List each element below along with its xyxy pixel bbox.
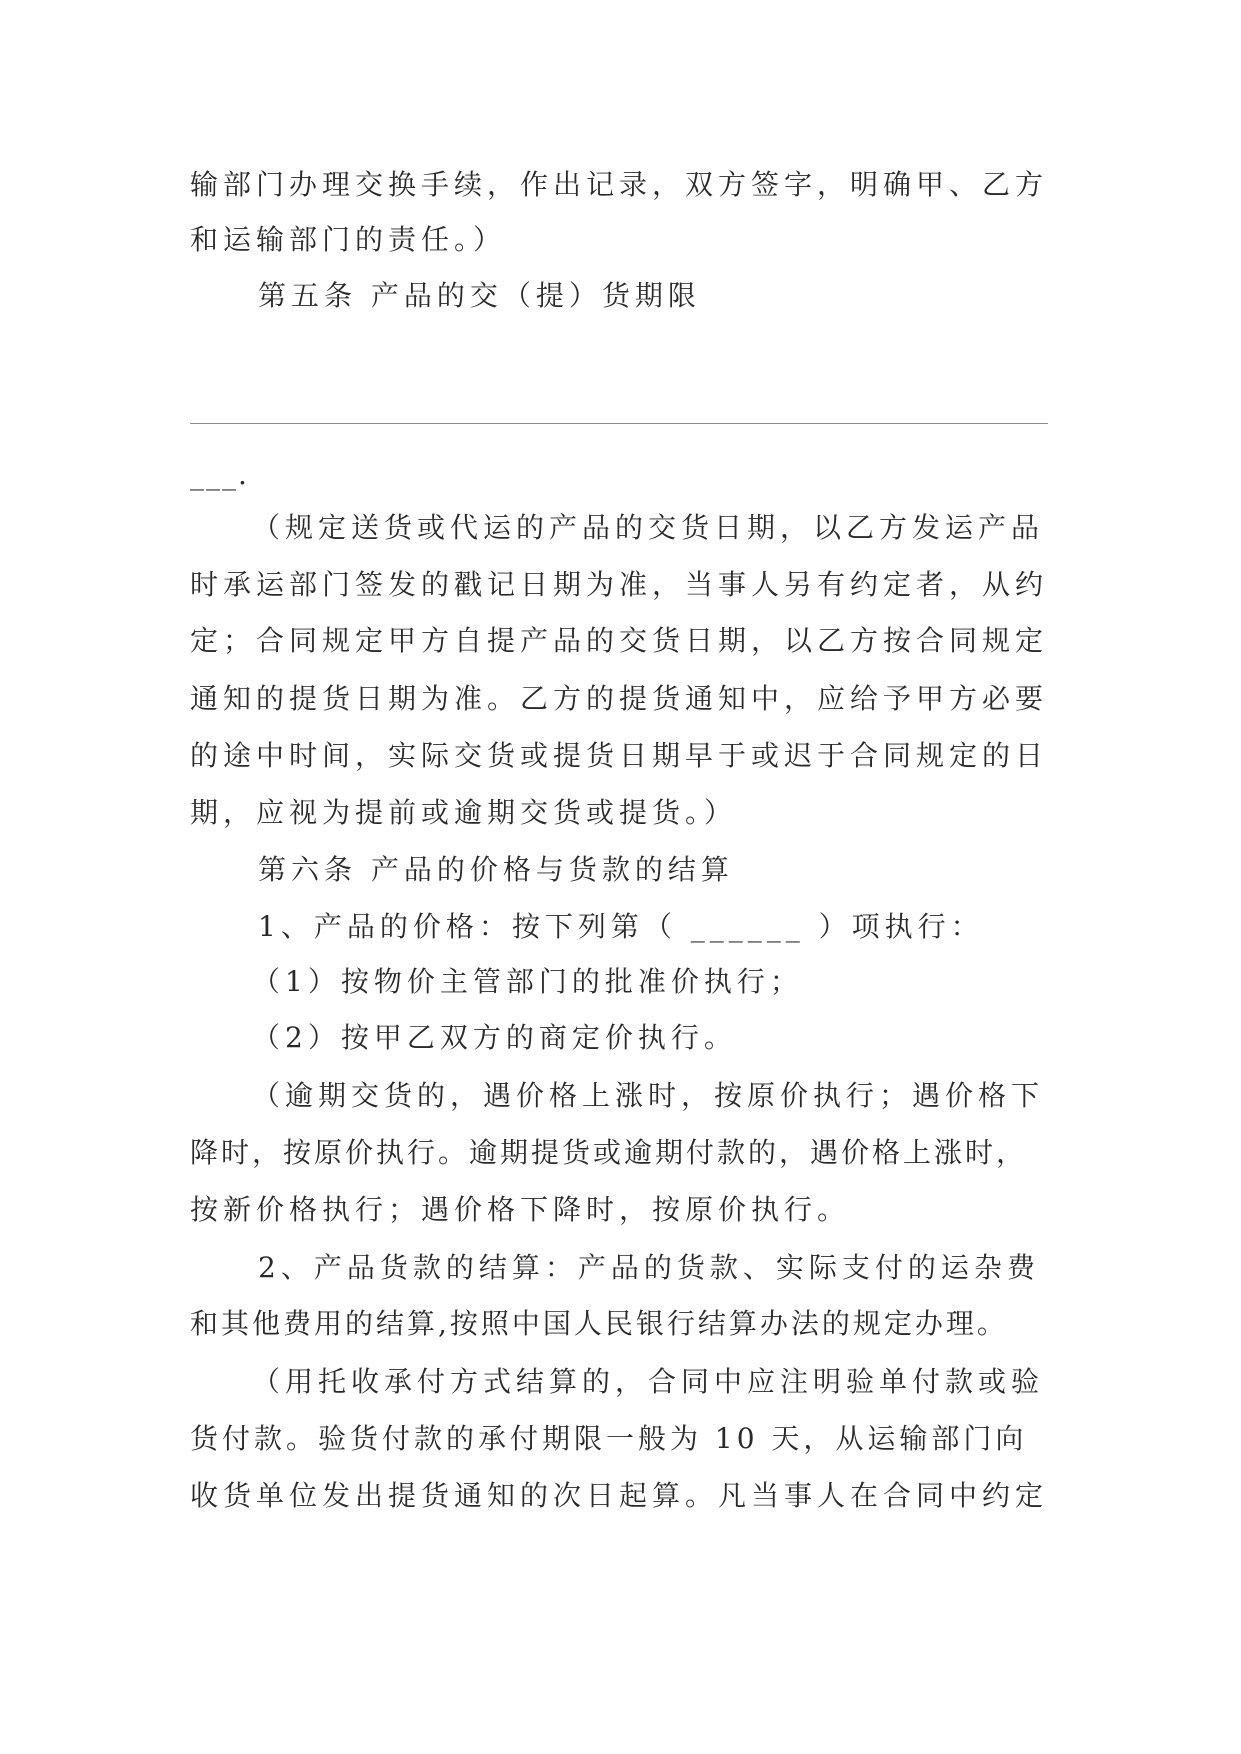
paragraph-line: 和其他费用的结算,按照中国人民银行结算办法的规定办理。 [190,1307,1008,1340]
article-6-heading: 第六条 产品的价格与货款的结算 [258,853,734,886]
paragraph-line: 货付款。验货付款的承付期限一般为 10 天，从运输部门向 [190,1422,1028,1455]
paragraph-line: 通知的提货日期为准。乙方的提货通知中，应给予甲方必要 [190,682,1049,715]
paragraph-line: 期，应视为提前或逾期交货或提货。） [190,796,738,829]
paragraph-line: 时承运部门签发的戳记日期为准，当事人另有约定者，从约 [190,568,1049,601]
paragraph-line: 定；合同规定甲方自提产品的交货日期，以乙方按合同规定 [190,624,1049,657]
paragraph-line: 收货单位发出提货通知的次日起算。凡当事人在合同中约定 [190,1479,1049,1512]
clause-2-line: 2、产品货款的结算：产品的货款、实际支付的运杂费 [258,1251,1040,1284]
paragraph-line: 输部门办理交换手续，作出记录，双方签字，明确甲、乙方 [190,168,1049,201]
paragraph-line: 的途中时间，实际交货或提货日期早于或迟于合同规定的日 [190,739,1049,772]
paragraph-line: 按新价格执行；遇价格下降时，按原价执行。 [190,1193,851,1226]
option-1-line: （1）按物价主管部门的批准价执行； [252,965,803,998]
paragraph-line: （逾期交货的，遇价格上涨时，按原价执行；遇价格下 [252,1079,1045,1112]
clause-1-line: 1、产品的价格：按下列第（ ______ ）项执行： [258,910,984,943]
paragraph-line: 和运输部门的责任。） [190,223,507,256]
blank-fill-line [190,423,1048,424]
paragraph-line: （用托收承付方式结算的，合同中应注明验单付款或验 [252,1365,1045,1398]
article-5-heading: 第五条 产品的交（提）货期限 [258,279,701,312]
paragraph-line: （规定送货或代运的产品的交货日期，以乙方发运产品 [252,511,1045,544]
option-2-line: （2）按甲乙双方的商定价执行。 [252,1021,737,1054]
blank-fill-end: ___. [190,458,249,491]
paragraph-line: 降时，按原价执行。逾期提货或逾期付款的，遇价格上涨时， [190,1136,1028,1169]
